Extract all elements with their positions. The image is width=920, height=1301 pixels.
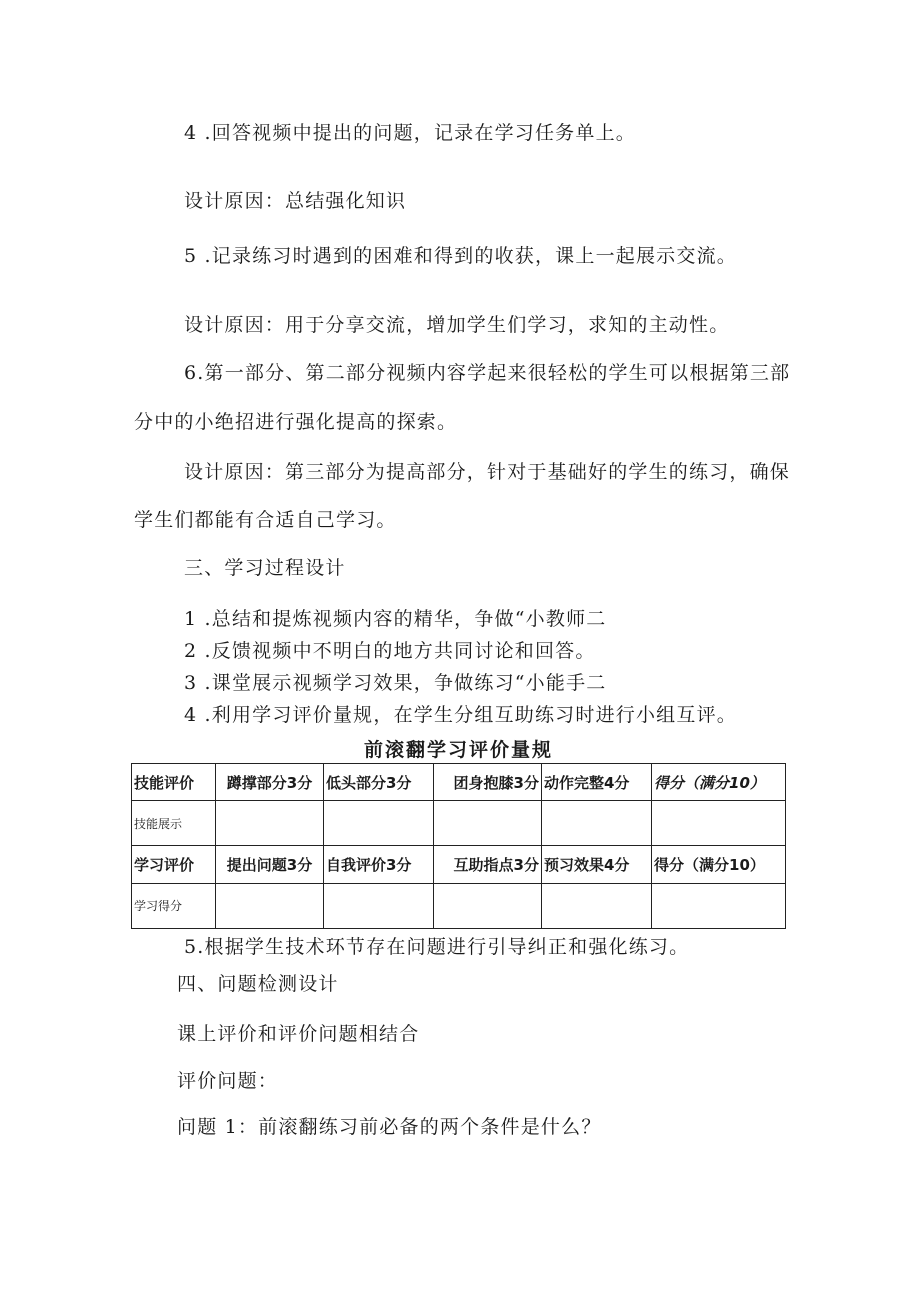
paragraph-answer-questions: 4 .回答视频中提出的问题，记录在学习任务单上。 (184, 122, 636, 144)
paragraph-six-line2: 分中的小绝招进行强化提高的探索。 (134, 411, 458, 433)
evaluation-rubric-table (131, 763, 786, 929)
table-cell: 动作完整4分 (542, 764, 652, 801)
table-title: 前滚翻学习评价量规 (364, 739, 554, 761)
table-row (132, 801, 786, 846)
design-reason-3-line1: 设计原因：第三部分为提高部分，针对于基础好的学生的练习，确保 (184, 461, 791, 483)
design-reason-3-line2: 学生们都能有合适自己学习。 (134, 509, 397, 531)
process-item-4: 4 .利用学习评价量规，在学生分组互助练习时进行小组互评。 (184, 704, 737, 726)
table-row (132, 764, 786, 801)
table-cell (542, 801, 652, 846)
table-cell: 低头部分3分 (324, 764, 434, 801)
paragraph-six-line1: 6.第一部分、第二部分视频内容学起来很轻松的学生可以根据第三部 (184, 362, 791, 384)
table-cell: 得分（满分10） (652, 764, 786, 801)
process-item-1: 1 .总结和提炼视频内容的精华，争做“小教师二 (184, 608, 607, 630)
table-row (132, 883, 786, 928)
table-cell (542, 883, 652, 928)
table-cell: 得分（满分10） (652, 846, 786, 883)
table-cell (652, 883, 786, 928)
table-cell (324, 801, 434, 846)
table-cell: 蹲撑部分3分 (216, 764, 324, 801)
question-1: 问题 1：前滚翻练习前必备的两个条件是什么？ (177, 1116, 602, 1138)
paragraph-record-practice: 5 .记录练习时遇到的困难和得到的收获，课上一起展示交流。 (184, 245, 737, 267)
table-cell: 技能展示 (132, 801, 216, 846)
table-cell (434, 801, 542, 846)
evaluation-intro: 课上评价和评价问题相结合 (177, 1023, 420, 1045)
design-reason-2: 设计原因：用于分享交流，增加学生们学习，求知的主动性。 (184, 314, 730, 336)
process-item-3: 3 .课堂展示视频学习效果，争做练习“小能手二 (184, 672, 607, 694)
table-cell: 团身抱膝3分 (434, 764, 542, 801)
design-reason-1: 设计原因：总结强化知识 (184, 190, 407, 212)
table-cell (216, 801, 324, 846)
table-cell: 学习得分 (132, 883, 216, 928)
table-cell: 学习评价 (132, 846, 216, 883)
table-cell: 提出问题3分 (216, 846, 324, 883)
process-item-2: 2 .反馈视频中不明白的地方共同讨论和回答。 (184, 640, 596, 662)
table-cell: 技能评价 (132, 764, 216, 801)
table-cell (434, 883, 542, 928)
table-row (132, 846, 786, 883)
table-cell (324, 883, 434, 928)
table-cell: 自我评价3分 (324, 846, 434, 883)
evaluation-questions-label: 评价问题： (177, 1070, 279, 1092)
table-cell: 预习效果4分 (542, 846, 652, 883)
table-cell (216, 883, 324, 928)
table-cell (652, 801, 786, 846)
paragraph-guidance: 5.根据学生技术环节存在问题进行引导纠正和强化练习。 (184, 936, 690, 958)
section-three-heading: 三、学习过程设计 (184, 557, 346, 579)
table-cell: 互助指点3分 (434, 846, 542, 883)
section-four-heading: 四、问题检测设计 (177, 973, 339, 995)
